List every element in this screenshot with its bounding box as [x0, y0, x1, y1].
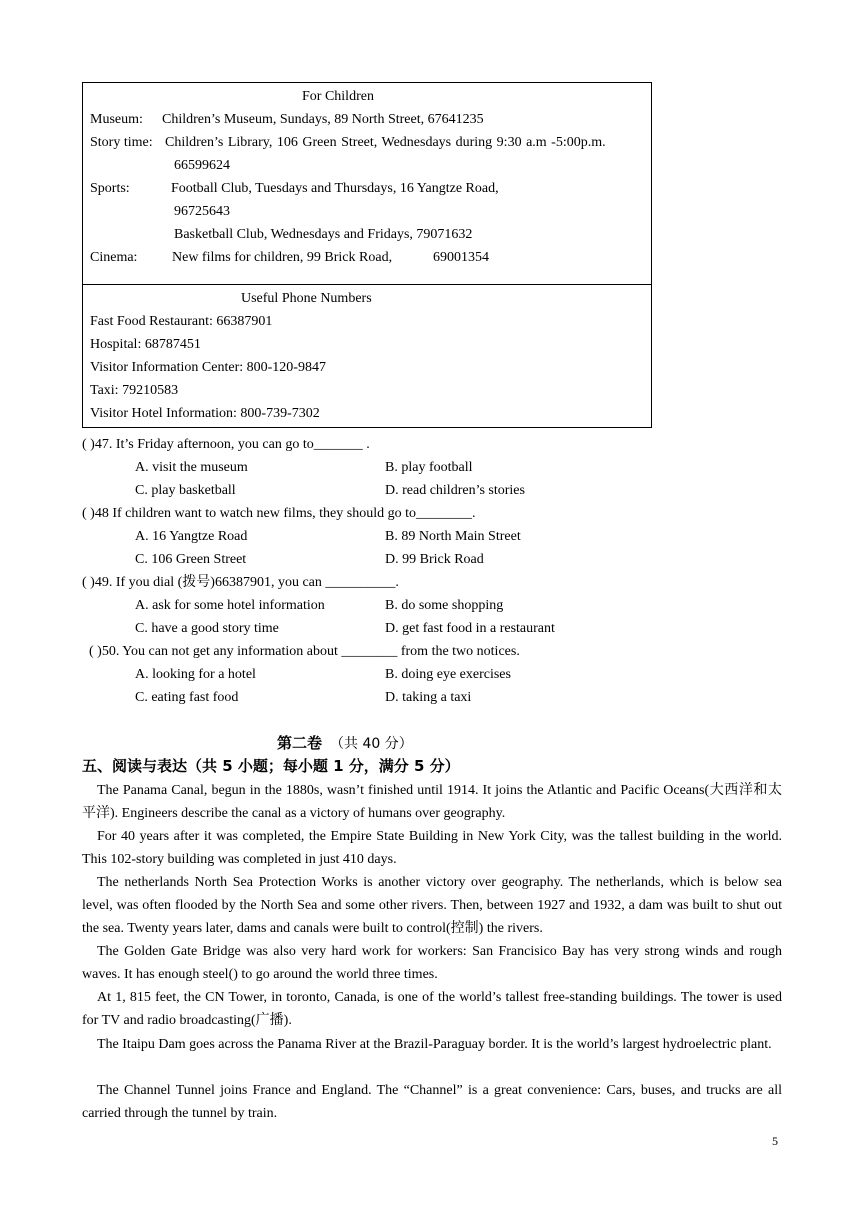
- option-c: C. have a good story time: [135, 621, 279, 636]
- museum-text: Children’s Museum, Sundays, 89 North Street, 67641235: [162, 112, 484, 127]
- phones-title: Useful Phone Numbers: [241, 291, 372, 306]
- option-d: D. read children’s stories: [385, 483, 525, 498]
- phone-line: Hospital: 68787451: [90, 337, 201, 352]
- page-number: 5: [772, 1134, 778, 1148]
- paragraph: The netherlands North Sea Protection Works is another victory over geography. The netherlands, which is below sea level, was often flooded by the North Sea and some other rivers. Then, between 1927 and 1932, a dam was built to shut out the sea. Twenty years later, dams and canals were built to control(控制) the rivers.: [82, 875, 782, 936]
- option-c: C. 106 Green Street: [135, 552, 247, 567]
- part2-score: （共 40 分）: [330, 736, 413, 752]
- paragraph: The Itaipu Dam goes across the Panama River at the Brazil-Paraguay border. It is the world’s largest hydroelectric plant.: [97, 1037, 772, 1052]
- option-a: A. visit the museum: [135, 460, 248, 475]
- option-d: D. taking a taxi: [385, 690, 472, 705]
- paragraph: The Channel Tunnel joins France and England. The “Channel” is a great convenience: Cars, buses, and trucks are all carried through the tunnel by train.: [82, 1083, 782, 1121]
- section5-title: 五、阅读与表达（共 5 小题；每小题 1 分，满分 5 分）: [82, 757, 460, 775]
- sports-text-2: Basketball Club, Wednesdays and Fridays, 79071632: [174, 227, 473, 242]
- phone-line: Visitor Information Center: 800-120-9847: [90, 360, 326, 375]
- sports-label: Sports:: [90, 181, 130, 196]
- option-a: A. ask for some hotel information: [135, 598, 325, 613]
- option-c: C. eating fast food: [135, 690, 239, 705]
- story-phone: 66599624: [174, 158, 230, 173]
- question-stem: ( )47. It’s Friday afternoon, you can go to_______ .: [82, 437, 370, 452]
- option-b: B. do some shopping: [385, 598, 504, 613]
- question-stem: ( )50. You can not get any information about ________ from the two notices.: [89, 644, 520, 659]
- question-stem: ( )49. If you dial (拨号)66387901, you can __________.: [82, 575, 399, 590]
- sports-phone-1: 96725643: [174, 204, 230, 219]
- story-text: Children’s Library, 106 Green Street, Wednesdays during 9:30 a.m -5:00p.m.: [165, 135, 606, 150]
- option-b: B. doing eye exercises: [385, 667, 511, 682]
- option-c: C. play basketball: [135, 483, 236, 498]
- option-a: A. 16 Yangtze Road: [135, 529, 248, 544]
- box-divider: [83, 284, 651, 285]
- question-stem: ( )48 If children want to watch new films, they should go to________.: [82, 506, 476, 521]
- sports-text-1: Football Club, Tuesdays and Thursdays, 16 Yangtze Road,: [171, 181, 499, 196]
- part2-heading: [277, 732, 413, 756]
- phone-line: Taxi: 79210583: [90, 383, 179, 398]
- museum-label: Museum:: [90, 112, 143, 127]
- story-label: Story time:: [90, 135, 153, 150]
- option-d: D. 99 Brick Road: [385, 552, 484, 567]
- option-a: A. looking for a hotel: [135, 667, 256, 682]
- paragraph: For 40 years after it was completed, the Empire State Building in New York City, was the tallest building in the world. This 102-story building was completed in just 410 days.: [82, 829, 782, 867]
- cinema-phone: 69001354: [433, 250, 489, 265]
- paragraph: The Panama Canal, begun in the 1880s, wasn’t finished until 1914. It joins the Atlantic and Pacific Oceans(大西洋和太平洋). Engineers describe the canal as a victory of humans over geography.: [82, 783, 782, 821]
- option-b: B. 89 North Main Street: [385, 529, 521, 544]
- phone-line: Visitor Hotel Information: 800-739-7302: [90, 406, 320, 421]
- cinema-text: New films for children, 99 Brick Road,: [172, 250, 393, 265]
- notice-box: [82, 82, 652, 428]
- option-d: D. get fast food in a restaurant: [385, 621, 555, 636]
- children-title: For Children: [302, 89, 374, 104]
- option-b: B. play football: [385, 460, 473, 475]
- phone-line: Fast Food Restaurant: 66387901: [90, 314, 273, 329]
- paragraph: At 1, 815 feet, the CN Tower, in toronto, Canada, is one of the world’s tallest free-standing buildings. The tower is used for TV and radio broadcasting(广播).: [82, 990, 782, 1028]
- cinema-label: Cinema:: [90, 250, 138, 265]
- part2-title: 第二卷: [277, 734, 323, 752]
- paragraph: The Golden Gate Bridge was also very hard work for workers: San Francisico Bay has very strong winds and rough waves. It has enough steel() to go around the world three times.: [82, 944, 782, 982]
